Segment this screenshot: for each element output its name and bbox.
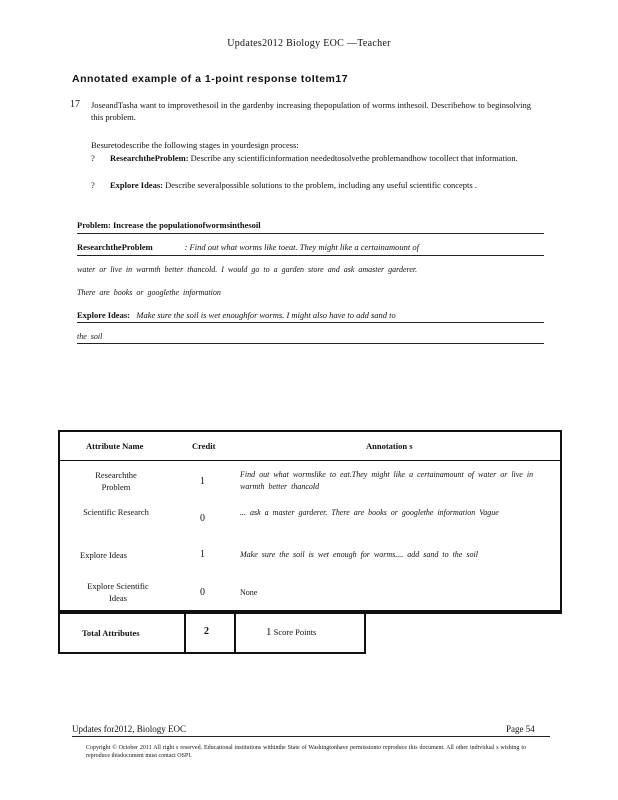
divider <box>77 255 544 256</box>
problem-text: Increase the populationofwormsinthesoil <box>110 220 261 230</box>
row-attribute: Researchthe Problem <box>95 470 137 492</box>
research-answer-line3: There are books or googlethe information <box>77 288 221 297</box>
explore-section <box>77 310 396 320</box>
explore-answer-line2: the soil <box>77 332 103 341</box>
bullet-marker: ? <box>91 153 95 163</box>
row-credit: 1 <box>200 476 205 487</box>
header-attribute: Attribute Name <box>86 441 144 451</box>
problem-label: Problem: <box>77 220 111 230</box>
bullet-text: Describe severalpossible solutions to the problem, including any useful scientific concepts . <box>162 180 477 190</box>
table-header-rule <box>58 460 560 461</box>
row-attribute: Explore Scientific Ideas <box>87 581 149 603</box>
instructions-intro: Besuretodescribe the following stages in yourdesign process: <box>91 140 299 150</box>
row-annotation: Find out what wormslike to eat.They might like a certainamount of water or live in warmth better thancold <box>240 470 534 491</box>
total-credit-cell <box>184 612 236 654</box>
row-attribute: Explore Ideas <box>80 550 127 560</box>
footer-page-number: Page 54 <box>506 724 535 734</box>
copyright-notice: Copyright © October 2011 All right s reserved. Educational institutions withinthe State of Washingtonhave permissionto reproduce this document. All other individual s wishing to reproduce thisdocument must contact OSPI. <box>86 745 526 759</box>
bullet-text: Describe any scientificinformation neededtosolvethe problemandhow tocollect that information. <box>188 153 518 163</box>
score-number: 1 <box>266 626 272 638</box>
research-answer-line2: water or live in warmth better thancold. I would go to a garden store and ask amaster garderer. <box>77 265 418 274</box>
research-label: ResearchtheProblem <box>77 242 153 252</box>
question-text: JoseandTasha want to improvethesoil in the gardenby increasing thepopulation of worms inthesoil. Describehow to beginsolving this problem. <box>91 100 531 122</box>
footer-rule <box>72 736 550 737</box>
total-label: Total Attributes <box>82 628 140 638</box>
total-credit: 2 <box>204 626 209 637</box>
row-credit: 0 <box>200 587 205 598</box>
row-credit: 0 <box>200 513 205 524</box>
divider <box>77 343 544 344</box>
problem-statement <box>77 220 261 230</box>
bullet-heading: Explore Ideas: <box>110 180 163 190</box>
header-annotations: Annotation s <box>366 441 413 451</box>
explore-answer-line1: Make sure the soil is wet enoughfor worms. I might also have to add sand to <box>134 310 396 320</box>
page-header: Updates2012 Biology EOC —Teacher <box>227 38 391 49</box>
header-credit: Credit <box>192 441 216 451</box>
row-credit: 1 <box>200 549 205 560</box>
explore-label: Explore Ideas: <box>77 310 130 320</box>
question-number: 17 <box>70 99 80 110</box>
score-points <box>266 626 316 638</box>
divider <box>77 233 544 234</box>
row-annotation: ... ask a master garderer. There are books or googlethe information Vague <box>240 508 499 517</box>
row-annotation: None <box>240 588 258 597</box>
footer-left: Updates for2012, Biology EOC <box>72 724 186 734</box>
research-answer-line1: : Find out what worms like toeat. They might like a certainamount of <box>184 242 420 252</box>
row-attribute: Scientific Research <box>83 507 149 517</box>
score-label: Score Points <box>273 627 317 637</box>
bullet-heading: ResearchtheProblem: <box>110 153 189 163</box>
research-section <box>77 242 419 252</box>
bullet-marker: ? <box>91 180 95 190</box>
divider <box>77 322 544 323</box>
page-title: Annotated example of a 1-point response toItem17 <box>72 73 349 85</box>
row-annotation: Make sure the soil is wet enough for worms.... add sand to the soil <box>240 550 478 559</box>
